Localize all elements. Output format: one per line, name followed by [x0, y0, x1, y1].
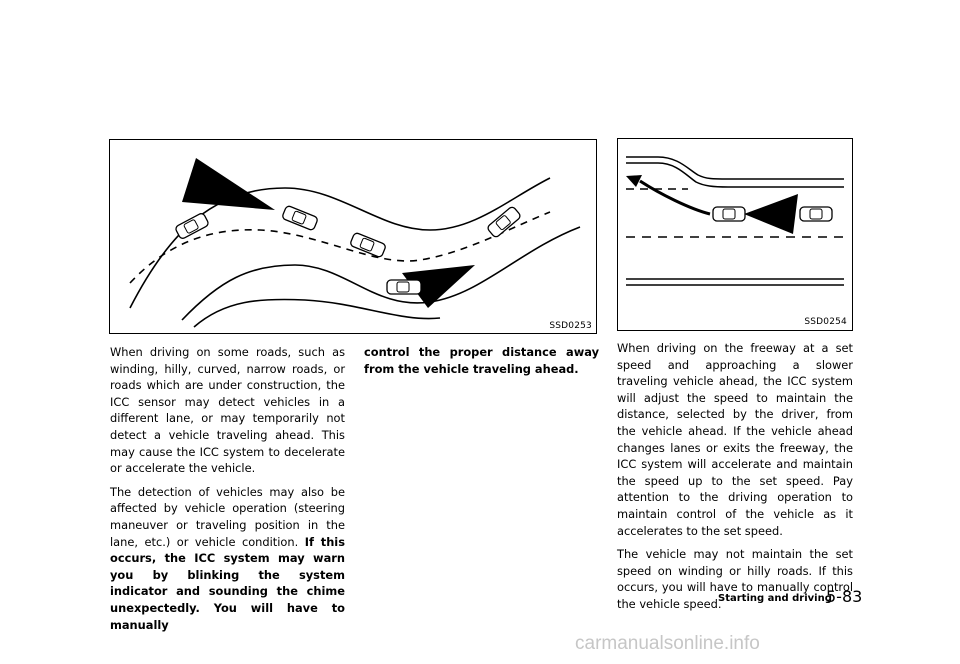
paragraph-normal: The detection of vehicles may also be affected by vehicle operation (steering maneuver or traveling position in the lane, etc.) or vehicle condition.: [110, 484, 345, 549]
sensor-beam: [744, 194, 798, 234]
road-edge-inner: [194, 299, 440, 327]
paragraph-bold: control the proper distance away from the vehicle traveling ahead.: [364, 345, 599, 376]
road-edge-top-1: [626, 157, 844, 179]
paragraph: When driving on some roads, such as winding, hilly, curved, narrow roads, or roads which are under construction, the ICC sensor may detect vehicles in a different lane, or may temporarily not detect a vehicle traveling ahead. This may cause the ICC system to decelerate or accelerate the vehicle.: [110, 345, 345, 476]
figure-curved-road: [109, 139, 597, 334]
paragraph: [110, 484, 345, 633]
freeway-illustration: [618, 139, 854, 332]
curved-road-illustration: [110, 140, 598, 335]
sensor-beam-left: [182, 158, 275, 210]
lane-change-path: [640, 181, 710, 214]
figure-label: SSD0254: [804, 317, 847, 327]
text-column-left: [110, 344, 345, 640]
paragraph: The vehicle may not maintain the set speed on winding or hilly roads. If this occurs, you will have to manually control the vehicle speed.: [617, 547, 853, 611]
arrow-head-icon: [626, 175, 642, 187]
figure-freeway: [617, 138, 853, 331]
figure-label: SSD0253: [549, 321, 592, 331]
car-1: [175, 212, 210, 239]
paragraph-bold: If this occurs, the ICC system may warn you by blinking the system indicator and sounding the chime unexpectedly. You will have to manually: [110, 534, 345, 632]
car-3: [350, 232, 387, 258]
footer-section-title: Starting and driving: [718, 593, 832, 604]
road-edge-top-2: [626, 163, 844, 187]
car-5: [387, 280, 421, 294]
paragraph: [364, 344, 599, 377]
text-column-middle: [364, 344, 599, 384]
own-vehicle: [713, 207, 745, 221]
car-2: [282, 205, 319, 231]
vehicle-ahead: [800, 207, 832, 221]
road-edge-lower: [182, 227, 580, 320]
watermark: carmanualsonline.info: [575, 633, 760, 654]
page-number: 5-83: [826, 587, 863, 606]
paragraph: When driving on the freeway at a set speed and approaching a slower traveling vehicle ahead, the ICC system will adjust the speed to maintain the distance, selected by the driver, from the vehicle ahead. If the vehicle ahead changes lanes or exits the freeway, the ICC system will accelerate and maintain the speed up to the set speed. Pay attention to the driving operation to maintain control of the vehicle as it accelerates to the set speed.: [617, 341, 853, 538]
text-column-right: [617, 340, 853, 620]
